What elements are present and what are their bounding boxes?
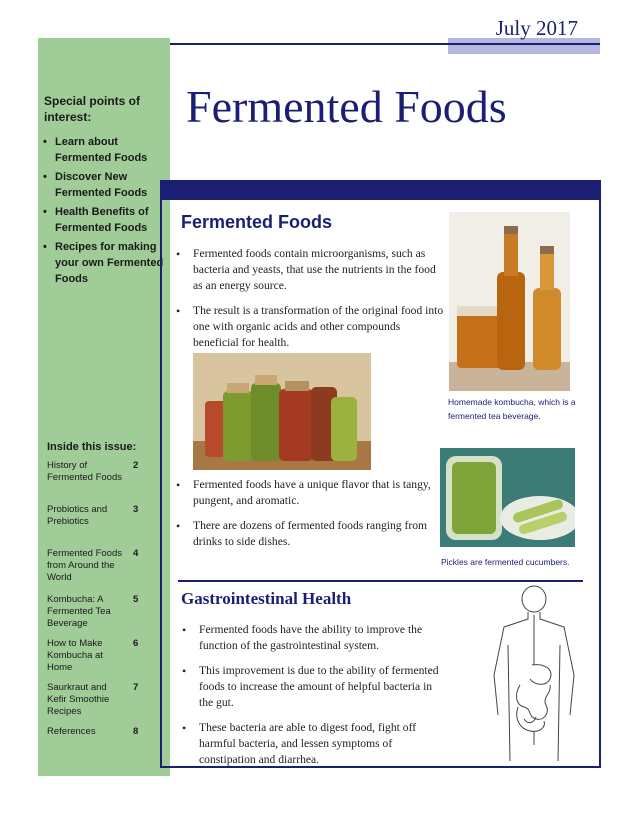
- pickles-photo: [440, 448, 575, 547]
- toc-page: 8: [133, 726, 139, 737]
- top-rule: [160, 43, 600, 45]
- bullet-item: • This improvement is due to the ability of fermented foods to increase the amount of helpful bacteria in the gut.: [180, 663, 448, 711]
- issue-date: July 2017: [495, 16, 578, 40]
- page-title: Fermented Foods: [186, 81, 507, 132]
- section-divider: [178, 580, 583, 582]
- toc-item[interactable]: [47, 638, 147, 674]
- bullet-item: • There are dozens of fermented foods ranging from drinks to side dishes.: [174, 518, 436, 550]
- kombucha-bottles-photo: [449, 212, 570, 391]
- bullet-item: • These bacteria are able to digest food, fight off harmful bacteria, and lessen symptoms of constipation and diarrhea.: [180, 720, 448, 768]
- toc-label: References: [47, 726, 96, 737]
- toc-label: Saurkraut and Kefir Smoothie Recipes: [47, 682, 110, 717]
- toc-item[interactable]: [47, 726, 147, 738]
- toc-page: 6: [133, 638, 139, 649]
- bullet-item: • Fermented foods have a unique flavor that is tangy, pungent, and aromatic.: [174, 477, 436, 509]
- caption-kombucha: Homemade kombucha, which is a fermented tea beverage.: [448, 397, 576, 421]
- toc-page: 2: [133, 460, 139, 471]
- digestive-system-icon: [484, 585, 584, 761]
- special-point: • Recipes for making your own Fermented Foods: [42, 239, 166, 287]
- sidebar: [38, 38, 170, 776]
- caption-pickles: Pickles are fermented cucumbers.: [441, 557, 570, 567]
- section-title-fermented-foods: Fermented Foods: [181, 212, 333, 232]
- bullets-gastro: [180, 622, 448, 777]
- toc-page: 3: [133, 504, 139, 515]
- toc-label: Probiotics and Prebiotics: [47, 504, 108, 527]
- digestive-system-illustration: [484, 585, 584, 761]
- bullet-item: • Fermented foods contain microorganisms, such as bacteria and yeasts, that use the nutrients in the food as an energy source.: [174, 246, 444, 294]
- toc-label: How to Make Kombucha at Home: [47, 638, 103, 673]
- toc-item[interactable]: [47, 594, 147, 630]
- toc-page: 7: [133, 682, 139, 693]
- bullet-item: • Fermented foods have the ability to improve the function of the gastrointestinal system.: [180, 622, 448, 654]
- bullet-item: • The result is a transformation of the original food into one with organic acids and other compounds beneficial for health.: [174, 303, 444, 351]
- toc-label: Fermented Foods from Around the World: [47, 548, 122, 583]
- bullets-intro: [174, 246, 444, 360]
- special-points-title: Special points of interest:: [44, 94, 141, 124]
- kombucha-illustration: [449, 212, 570, 391]
- toc-item[interactable]: [47, 504, 147, 528]
- toc-label: Kombucha: A Fermented Tea Beverage: [47, 594, 111, 629]
- toc-item[interactable]: [47, 548, 147, 584]
- frame-top-bar: [162, 182, 599, 200]
- jars-illustration: [193, 353, 371, 470]
- toc-page: 4: [133, 548, 139, 559]
- special-points-list: [42, 134, 166, 290]
- special-point: • Learn about Fermented Foods: [42, 134, 166, 166]
- date-banner: [448, 12, 600, 54]
- toc-item[interactable]: [47, 682, 147, 718]
- special-point: • Health Benefits of Fermented Foods: [42, 204, 166, 236]
- jars-photo: [193, 353, 371, 470]
- pickles-illustration: [440, 448, 575, 547]
- bullets-flavor: [174, 477, 436, 559]
- toc-label: History of Fermented Foods: [47, 460, 122, 483]
- section-title-gastrointestinal: Gastrointestinal Health: [181, 589, 352, 608]
- special-point: • Discover New Fermented Foods: [42, 169, 166, 201]
- toc-item[interactable]: [47, 460, 147, 484]
- toc-page: 5: [133, 594, 139, 605]
- inside-issue-title: Inside this issue:: [47, 441, 137, 453]
